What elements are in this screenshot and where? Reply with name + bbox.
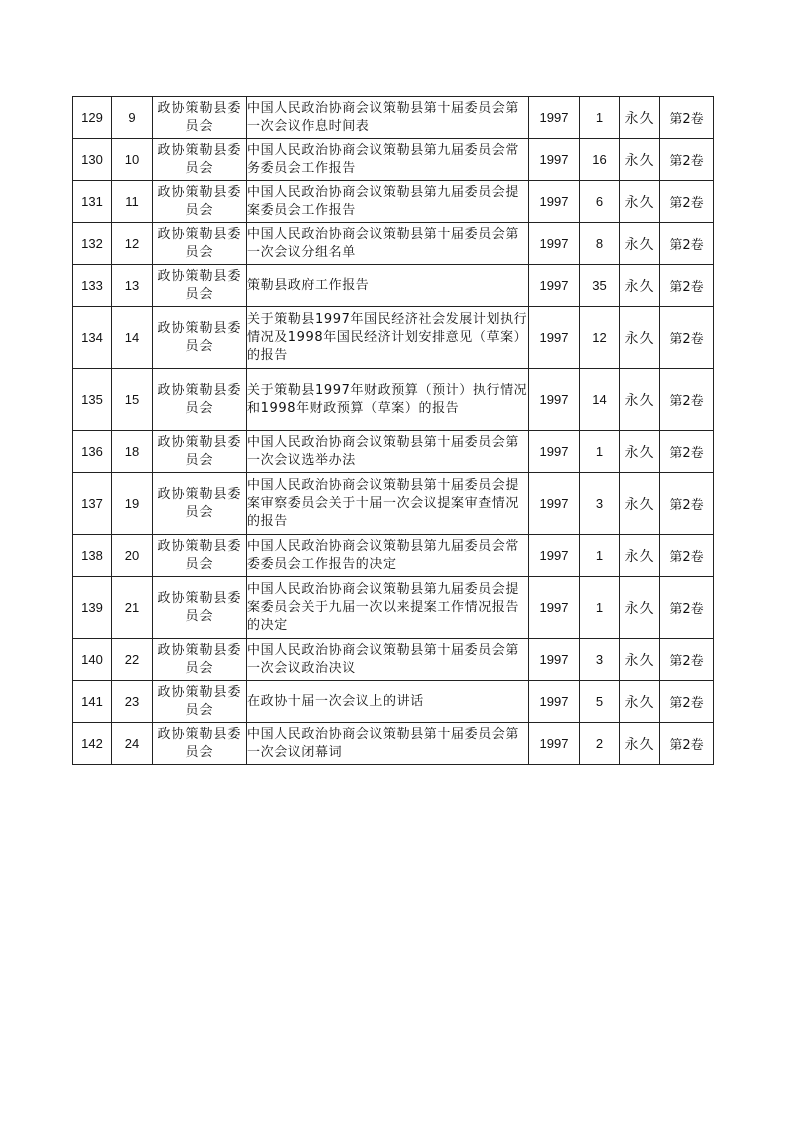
item-number-cell: 20 xyxy=(112,535,153,577)
document-title-cell: 中国人民政治协商会议策勒县第十届委员会第一次会议分组名单 xyxy=(247,223,529,265)
serial-number-cell: 132 xyxy=(73,223,112,265)
responsible-org-cell: 政协策勒县委员会 xyxy=(153,577,247,639)
retention-term-cell: 永久 xyxy=(620,139,660,181)
page-count-cell: 2 xyxy=(580,723,620,765)
item-number-cell: 10 xyxy=(112,139,153,181)
retention-term-cell: 永久 xyxy=(620,223,660,265)
item-number-cell: 11 xyxy=(112,181,153,223)
year-cell: 1997 xyxy=(529,139,580,181)
serial-number-cell: 138 xyxy=(73,535,112,577)
item-number-cell: 23 xyxy=(112,681,153,723)
responsible-org-cell: 政协策勒县委员会 xyxy=(153,535,247,577)
document-title-cell: 中国人民政治协商会议策勒县第九届委员会常委委员会工作报告的决定 xyxy=(247,535,529,577)
table-row xyxy=(73,681,714,723)
page-count-cell: 8 xyxy=(580,223,620,265)
item-number-cell: 18 xyxy=(112,431,153,473)
year-cell: 1997 xyxy=(529,681,580,723)
serial-number-cell: 142 xyxy=(73,723,112,765)
document-title-cell: 中国人民政治协商会议策勒县第九届委员会常务委员会工作报告 xyxy=(247,139,529,181)
table-row xyxy=(73,369,714,431)
volume-cell: 第2卷 xyxy=(660,577,714,639)
retention-term-cell: 永久 xyxy=(620,681,660,723)
retention-term-cell: 永久 xyxy=(620,369,660,431)
document-title-cell: 关于策勒县1997年国民经济社会发展计划执行情况及1998年国民经济计划安排意见（草案）的报告 xyxy=(247,307,529,369)
page-count-cell: 14 xyxy=(580,369,620,431)
item-number-cell: 19 xyxy=(112,473,153,535)
document-title-cell: 中国人民政治协商会议策勒县第十届委员会第一次会议政治决议 xyxy=(247,639,529,681)
responsible-org-cell: 政协策勒县委员会 xyxy=(153,681,247,723)
volume-cell: 第2卷 xyxy=(660,97,714,139)
retention-term-cell: 永久 xyxy=(620,535,660,577)
serial-number-cell: 136 xyxy=(73,431,112,473)
year-cell: 1997 xyxy=(529,223,580,265)
retention-term-cell: 永久 xyxy=(620,181,660,223)
serial-number-cell: 140 xyxy=(73,639,112,681)
table-row xyxy=(73,307,714,369)
serial-number-cell: 133 xyxy=(73,265,112,307)
year-cell: 1997 xyxy=(529,431,580,473)
page-count-cell: 1 xyxy=(580,431,620,473)
document-title-cell: 中国人民政治协商会议策勒县第十届委员会第一次会议作息时间表 xyxy=(247,97,529,139)
responsible-org-cell: 政协策勒县委员会 xyxy=(153,723,247,765)
year-cell: 1997 xyxy=(529,307,580,369)
table-row xyxy=(73,473,714,535)
year-cell: 1997 xyxy=(529,639,580,681)
serial-number-cell: 135 xyxy=(73,369,112,431)
year-cell: 1997 xyxy=(529,577,580,639)
table-row xyxy=(73,723,714,765)
item-number-cell: 21 xyxy=(112,577,153,639)
responsible-org-cell: 政协策勒县委员会 xyxy=(153,97,247,139)
volume-cell: 第2卷 xyxy=(660,681,714,723)
table-row xyxy=(73,265,714,307)
page-count-cell: 1 xyxy=(580,577,620,639)
page-count-cell: 3 xyxy=(580,473,620,535)
item-number-cell: 15 xyxy=(112,369,153,431)
table-row xyxy=(73,97,714,139)
retention-term-cell: 永久 xyxy=(620,431,660,473)
table-row xyxy=(73,223,714,265)
volume-cell: 第2卷 xyxy=(660,639,714,681)
document-title-cell: 策勒县政府工作报告 xyxy=(247,265,529,307)
year-cell: 1997 xyxy=(529,97,580,139)
volume-cell: 第2卷 xyxy=(660,473,714,535)
year-cell: 1997 xyxy=(529,265,580,307)
retention-term-cell: 永久 xyxy=(620,97,660,139)
responsible-org-cell: 政协策勒县委员会 xyxy=(153,139,247,181)
responsible-org-cell: 政协策勒县委员会 xyxy=(153,473,247,535)
page-count-cell: 5 xyxy=(580,681,620,723)
year-cell: 1997 xyxy=(529,473,580,535)
item-number-cell: 12 xyxy=(112,223,153,265)
document-title-cell: 中国人民政治协商会议策勒县第十届委员会第一次会议闭幕词 xyxy=(247,723,529,765)
retention-term-cell: 永久 xyxy=(620,265,660,307)
year-cell: 1997 xyxy=(529,535,580,577)
item-number-cell: 24 xyxy=(112,723,153,765)
document-title-cell: 中国人民政治协商会议策勒县第十届委员会第一次会议选举办法 xyxy=(247,431,529,473)
responsible-org-cell: 政协策勒县委员会 xyxy=(153,639,247,681)
item-number-cell: 22 xyxy=(112,639,153,681)
retention-term-cell: 永久 xyxy=(620,307,660,369)
document-title-cell: 中国人民政治协商会议策勒县第九届委员会提案委员会关于九届一次以来提案工作情况报告的决定 xyxy=(247,577,529,639)
item-number-cell: 9 xyxy=(112,97,153,139)
responsible-org-cell: 政协策勒县委员会 xyxy=(153,307,247,369)
serial-number-cell: 131 xyxy=(73,181,112,223)
volume-cell: 第2卷 xyxy=(660,369,714,431)
table-row xyxy=(73,431,714,473)
retention-term-cell: 永久 xyxy=(620,639,660,681)
page-count-cell: 3 xyxy=(580,639,620,681)
responsible-org-cell: 政协策勒县委员会 xyxy=(153,369,247,431)
document-title-cell: 在政协十届一次会议上的讲话 xyxy=(247,681,529,723)
volume-cell: 第2卷 xyxy=(660,223,714,265)
year-cell: 1997 xyxy=(529,723,580,765)
document-title-cell: 关于策勒县1997年财政预算（预计）执行情况和1998年财政预算（草案）的报告 xyxy=(247,369,529,431)
volume-cell: 第2卷 xyxy=(660,723,714,765)
table-row xyxy=(73,639,714,681)
responsible-org-cell: 政协策勒县委员会 xyxy=(153,223,247,265)
serial-number-cell: 139 xyxy=(73,577,112,639)
page-count-cell: 12 xyxy=(580,307,620,369)
table-row xyxy=(73,577,714,639)
page-count-cell: 35 xyxy=(580,265,620,307)
item-number-cell: 14 xyxy=(112,307,153,369)
retention-term-cell: 永久 xyxy=(620,473,660,535)
responsible-org-cell: 政协策勒县委员会 xyxy=(153,265,247,307)
volume-cell: 第2卷 xyxy=(660,139,714,181)
retention-term-cell: 永久 xyxy=(620,577,660,639)
serial-number-cell: 129 xyxy=(73,97,112,139)
serial-number-cell: 141 xyxy=(73,681,112,723)
serial-number-cell: 130 xyxy=(73,139,112,181)
serial-number-cell: 137 xyxy=(73,473,112,535)
responsible-org-cell: 政协策勒县委员会 xyxy=(153,431,247,473)
volume-cell: 第2卷 xyxy=(660,265,714,307)
page-count-cell: 1 xyxy=(580,97,620,139)
year-cell: 1997 xyxy=(529,369,580,431)
table-row xyxy=(73,181,714,223)
volume-cell: 第2卷 xyxy=(660,307,714,369)
document-title-cell: 中国人民政治协商会议策勒县第十届委员会提案审察委员会关于十届一次会议提案审查情况的报告 xyxy=(247,473,529,535)
page-count-cell: 1 xyxy=(580,535,620,577)
volume-cell: 第2卷 xyxy=(660,535,714,577)
year-cell: 1997 xyxy=(529,181,580,223)
archive-records-table xyxy=(72,96,714,765)
table-row xyxy=(73,139,714,181)
responsible-org-cell: 政协策勒县委员会 xyxy=(153,181,247,223)
page-count-cell: 16 xyxy=(580,139,620,181)
volume-cell: 第2卷 xyxy=(660,181,714,223)
retention-term-cell: 永久 xyxy=(620,723,660,765)
serial-number-cell: 134 xyxy=(73,307,112,369)
document-title-cell: 中国人民政治协商会议策勒县第九届委员会提案委员会工作报告 xyxy=(247,181,529,223)
volume-cell: 第2卷 xyxy=(660,431,714,473)
page-count-cell: 6 xyxy=(580,181,620,223)
table-row xyxy=(73,535,714,577)
item-number-cell: 13 xyxy=(112,265,153,307)
